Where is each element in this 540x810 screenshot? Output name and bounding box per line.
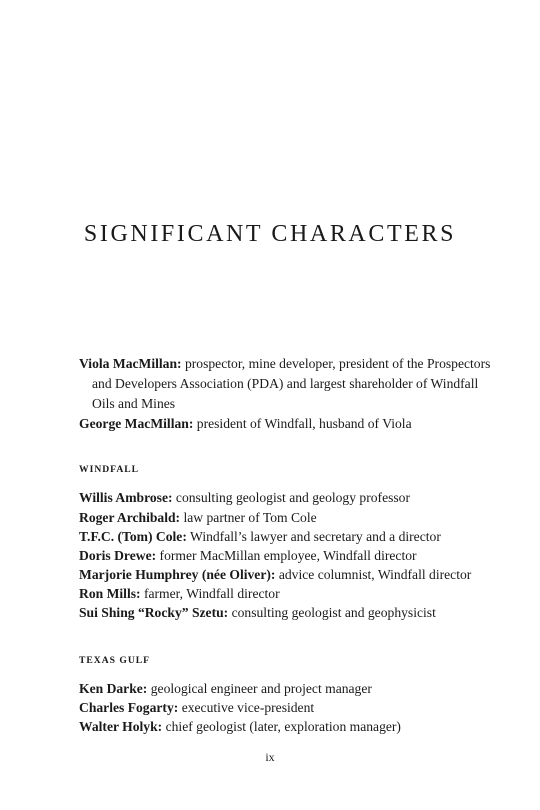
character-name: Roger Archibald: xyxy=(79,510,181,525)
character-name: Sui Shing “Rocky” Szetu: xyxy=(79,605,229,620)
character-description: advice columnist, Windfall director xyxy=(275,567,472,582)
character-entry xyxy=(79,354,492,414)
character-entry xyxy=(79,584,492,604)
character-description: former MacMillan employee, Windfall director xyxy=(156,548,417,563)
character-entry xyxy=(79,603,492,623)
character-name: George MacMillan: xyxy=(79,416,194,431)
character-description: chief geologist (later, exploration manager) xyxy=(162,719,401,734)
character-description: consulting geologist and geophysicist xyxy=(228,605,436,620)
character-entry xyxy=(79,546,492,566)
character-description: prospector, mine developer, president of the Prospectors and Developers Association (PDA) and largest shareholder of Windfall Oils and Mines xyxy=(92,356,491,411)
character-description: consulting geologist and geology professor xyxy=(172,490,411,505)
character-name: Viola MacMillan: xyxy=(79,356,182,371)
character-name: Ron Mills: xyxy=(79,586,141,601)
character-name: Walter Holyk: xyxy=(79,719,163,734)
character-description: farmer, Windfall director xyxy=(140,586,280,601)
character-name: Willis Ambrose: xyxy=(79,490,173,505)
character-entry xyxy=(79,488,492,508)
character-description: Windfall’s lawyer and secretary and a director xyxy=(186,529,441,544)
section-heading-texas-gulf: TEXAS GULF xyxy=(79,655,151,666)
character-entry xyxy=(79,414,492,434)
character-name: Marjorie Humphrey (née Oliver): xyxy=(79,567,276,582)
character-entry xyxy=(79,679,492,699)
character-name: Charles Fogarty: xyxy=(79,700,179,715)
character-entry xyxy=(79,527,492,547)
character-name: T.F.C. (Tom) Cole: xyxy=(79,529,187,544)
character-entry xyxy=(79,508,492,528)
character-entry xyxy=(79,698,492,718)
page-number: ix xyxy=(265,750,275,764)
character-name: Ken Darke: xyxy=(79,681,148,696)
character-entry xyxy=(79,717,492,737)
section-heading-windfall: WINDFALL xyxy=(79,464,140,475)
character-entry xyxy=(79,565,492,585)
page-title: SIGNIFICANT CHARACTERS xyxy=(83,221,457,247)
character-description: law partner of Tom Cole xyxy=(180,510,317,525)
character-description: president of Windfall, husband of Viola xyxy=(193,416,412,431)
character-name: Doris Drewe: xyxy=(79,548,157,563)
character-description: executive vice-president xyxy=(178,700,315,715)
character-description: geological engineer and project manager xyxy=(147,681,372,696)
